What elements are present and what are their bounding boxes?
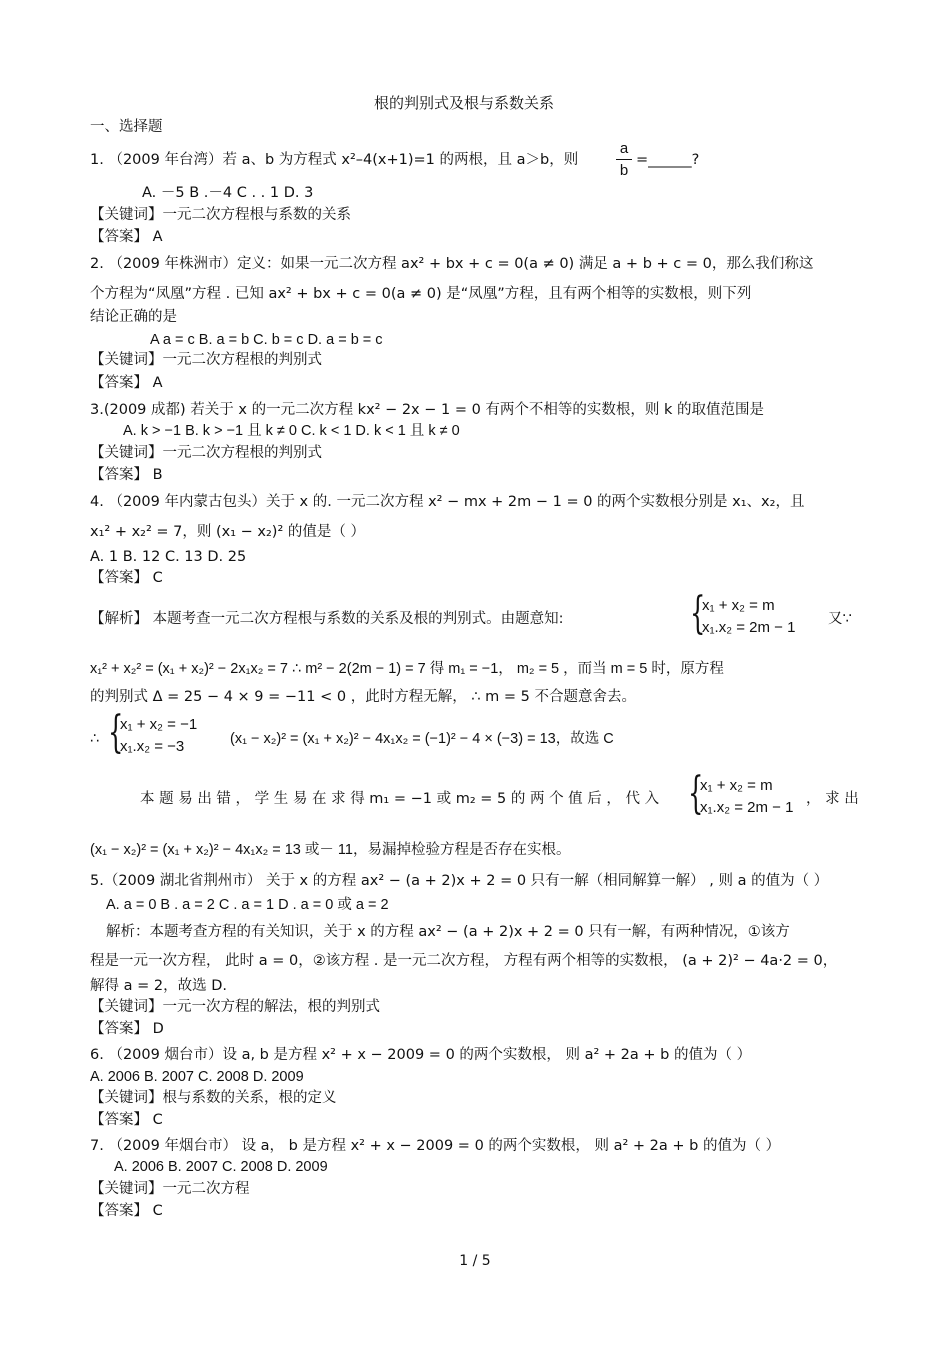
- section-heading: 一、选择题: [90, 119, 163, 135]
- q7-keywords: 【关键词】一元二次方程: [90, 1181, 250, 1197]
- q3-keywords: 【关键词】一元二次方程根的判别式: [90, 445, 322, 461]
- q4-note-line1: 本 题 易 出 错 ， 学 生 易 在 求 得 m₁ = −1 或 m₂ = 5 的 两 个 值 后 ， 代 入: [140, 791, 660, 807]
- page-title: 根的判别式及根与系数关系: [374, 94, 555, 112]
- system-row: x₁ + x₂ = m: [700, 777, 773, 794]
- q7-options: A. 2006 B. 2007 C. 2008 D. 2009: [114, 1159, 328, 1175]
- q4-equation-system-2: [108, 707, 228, 758]
- brace-symbol: {: [688, 768, 704, 819]
- q2-options: A a = c B. a = b C. b = c D. a = b = c: [150, 332, 383, 348]
- q4-derivation-line3: (x₁ − x₂)² = (x₁ + x₂)² − 4x₁x₂ = (−1)² − 4 × (−3) = 13，故选 C: [230, 731, 614, 747]
- q5-explanation-line2: 程是一元一次方程， 此时 a = 0，②该方程 . 是一元二次方程， 方程有两个相等的实数根， (a + 2)² − 4a⋅2 = 0，: [90, 953, 838, 969]
- q1-text: 1. （2009 年台湾）若 a、b 为方程式 x²–4(x+1)=1 的两根，且 a＞b，则: [90, 152, 579, 168]
- q1-answer: 【答案】 A: [90, 229, 163, 245]
- q2-keywords: 【关键词】一元二次方程根的判别式: [90, 352, 322, 368]
- q4-equation-system-1: [690, 588, 820, 639]
- brace-symbol: {: [690, 588, 706, 639]
- q7-text: 7. （2009 年烟台市） 设 a， b 是方程 x² + x − 2009 = 0 的两个实数根， 则 a² + 2a + b 的值为（ ）: [90, 1138, 781, 1154]
- q2-text-line3: 结论正确的是: [90, 309, 177, 325]
- q5-text: 5.（2009 湖北省荆州市） 关于 x 的方程 ax² − (a + 2)x + 2 = 0 只有一解（相同解算一解） , 则 a 的值为（ ）: [90, 873, 829, 889]
- q1-fraction: [616, 140, 632, 179]
- brace-symbol: {: [108, 707, 124, 758]
- q4-note-tail: ， 求 出: [806, 791, 859, 807]
- q6-keywords: 【关键词】根与系数的关系，根的定义: [90, 1090, 337, 1106]
- system-row: x₁ + x₂ = −1: [120, 716, 198, 733]
- q6-answer: 【答案】 C: [90, 1112, 163, 1128]
- q3-answer: 【答案】 B: [90, 467, 163, 483]
- q4-note-line2: (x₁ − x₂)² = (x₁ + x₂)² − 4x₁x₂ = 13 或－ 11，易漏掉检验方程是否存在实根。: [90, 842, 571, 858]
- system-row: x₁.x₂ = 2m − 1: [700, 799, 794, 816]
- q4-answer: 【答案】 C: [90, 570, 163, 586]
- q1-fraction-numerator: a: [619, 140, 629, 157]
- q3-text: 3.(2009 成都) 若关于 x 的一元二次方程 kx² − 2x − 1 = 0 有两个不相等的实数根，则 k 的取值范围是: [90, 402, 765, 418]
- q4-therefore-symbol: ∴: [90, 731, 100, 747]
- system-row: x₁.x₂ = 2m − 1: [702, 619, 796, 636]
- q5-explanation-line1: 解析：本题考查方程的有关知识，关于 x 的方程 ax² − (a + 2)x + 2 = 0 只有一解，有两种情况，①该方: [106, 924, 790, 940]
- q6-text: 6. （2009 烟台市）设 a, b 是方程 x² + x − 2009 = 0 的两个实数根， 则 a² + 2a + b 的值为（ ）: [90, 1047, 752, 1063]
- q1-keywords: 【关键词】一元二次方程根与系数的关系: [90, 207, 351, 223]
- fraction-bar: [616, 159, 632, 160]
- q5-options: A. a = 0 B . a = 2 C . a = 1 D . a = 0 或 a = 2: [106, 897, 389, 913]
- q5-answer: 【答案】 D: [90, 1021, 164, 1037]
- q2-text-line1: 2. （2009 年株洲市）定义：如果一元二次方程 ax² + bx + c = 0(a ≠ 0) 满足 a + b + c = 0，那么我们称这: [90, 256, 814, 272]
- q4-text-line2: x₁² + x₂² = 7，则 (x₁ − x₂)² 的值是（ ）: [90, 524, 365, 540]
- system-row: x₁ + x₂ = m: [702, 597, 775, 614]
- q4-text-line1: 4. （2009 年内蒙古包头）关于 x 的. 一元二次方程 x² − mx + 2m − 1 = 0 的两个实数根分别是 x₁、x₂，且: [90, 494, 805, 510]
- q4-you-since: 又∵: [828, 611, 852, 627]
- q1-options: A. －5 B .－4 C . . 1 D. 3: [142, 185, 314, 201]
- q4-equation-system-3: [688, 768, 818, 819]
- q6-options: A. 2006 B. 2007 C. 2008 D. 2009: [90, 1069, 304, 1085]
- system-row: x₁.x₂ = −3: [120, 738, 185, 755]
- q1-text-tail: =______?: [636, 152, 700, 168]
- q4-derivation-line2: 的判别式 Δ = 25 − 4 × 9 = −11 < 0 ，此时方程无解， ∴ m = 5 不合题意舍去。: [90, 689, 636, 705]
- q1-fraction-denominator: b: [619, 162, 629, 179]
- q4-options: A. 1 B. 12 C. 13 D. 25: [90, 549, 247, 565]
- q4-explanation-intro: 【解析】 本题考查一元二次方程根与系数的关系及根的判别式。由题意知:: [90, 611, 564, 627]
- q4-derivation-line1: x₁² + x₂² = (x₁ + x₂)² − 2x₁x₂ = 7 ∴ m² − 2(2m − 1) = 7 得 m₁ = −1， m₂ = 5 ，而当 m = 5 时，原方程: [90, 661, 724, 677]
- q2-text-line2: 个方程为“凤凰”方程 . 已知 ax² + bx + c = 0(a ≠ 0) 是“凤凰”方程，且有两个相等的实数根，则下列: [90, 286, 752, 302]
- page-number: 1 / 5: [459, 1253, 491, 1269]
- q3-options: A. k > −1 B. k > −1 且 k ≠ 0 C. k < 1 D. k < 1 且 k ≠ 0: [123, 423, 460, 439]
- q2-answer: 【答案】 A: [90, 375, 163, 391]
- q5-keywords: 【关键词】一元一次方程的解法，根的判别式: [90, 999, 380, 1015]
- q7-answer: 【答案】 C: [90, 1203, 163, 1219]
- q5-explanation-line3: 解得 a = 2，故选 D.: [90, 978, 227, 994]
